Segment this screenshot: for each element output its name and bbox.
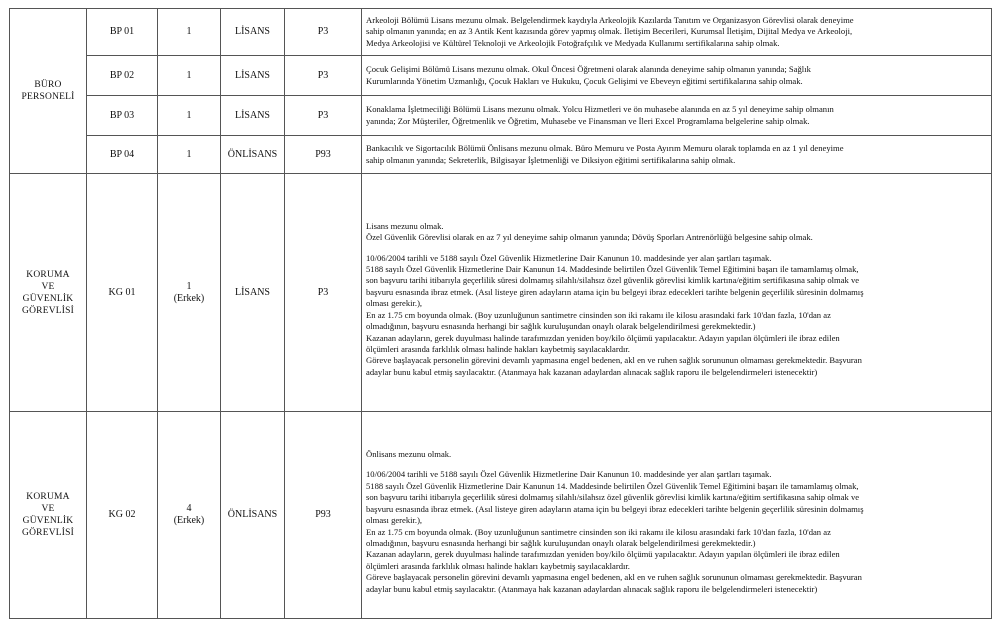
requirement-line: 5188 sayılı Özel Güvenlik Hizmetlerine Dair Kanunun 14. Maddesinde belirtilen Özel Güvenlik Temel Eğitimini başarı ile tamamlamış olmak, [366,264,859,275]
unit-line: GÜVENLİK [22,516,74,526]
kpss-score-type: P3 [285,9,362,56]
table-row [10,9,992,56]
unit-cell-koruma [10,412,87,619]
education-level: LİSANS [221,96,285,136]
position-code: BP 01 [87,9,158,56]
position-count: 1 [186,280,192,292]
position-count-cell [158,412,221,619]
requirement-line: son başvuru tarihi itibarıyla geçerlilik süresi dolmamış silahlı/silahsız özel güvenlik görevlisi kimlik kartına/eğitim sertifikasına sahip olmak ve [366,492,860,503]
position-code: BP 03 [87,96,158,136]
requirement-line: 5188 sayılı Özel Güvenlik Hizmetlerine Dair Kanunun 14. Maddesinde belirtilen Özel Güvenlik Temel Eğitimini başarı ile tamamlamış olmak, [366,480,859,491]
unit-line: KORUMA [26,492,70,502]
gender-note: (Erkek) [173,292,205,304]
requirement-line: olması gerekir.), [366,298,423,309]
requirement-line: 10/06/2004 tarihli ve 5188 sayılı Özel Güvenlik Hizmetlerine Dair Kanunun 10. maddesinde yer alan şartları taşımak. [366,469,772,480]
gender-note: (Erkek) [173,515,205,526]
requirements-cell [362,412,992,619]
requirement-line: Bankacılık ve Sigortacılık Bölümü Önlisans mezunu olmak. Büro Memuru ve Posta Ayırım Memuru olarak toplamda en az 1 yıl deneyime [366,143,844,154]
requirement-line: Konaklama İşletmeciliği Bölümü Lisans mezunu olmak. Yolcu Hizmetleri ve ön muhasebe alanında en az 5 yıl deneyime sahip olmanın [366,104,834,115]
table-row [10,174,992,412]
kpss-score-type: P3 [285,56,362,96]
requirement-line: olmadığının, başvuru esnasında herhangi bir sağlık kuruluşundan onaylı olarak belgelendirilmesi gerekmektedir.) [366,537,756,548]
education-level: ÖNLİSANS [221,412,285,619]
education-level: LİSANS [221,9,285,56]
requirement-line: Kurumlarında Yönetim Uzmanlığı, Çocuk Hakları ve Hukuku, Çocuk Gelişimi ve Ebeveyn eğitimi sertifikalarına sahip olmak. [366,75,803,86]
requirement-line: son başvuru tarihi itibarıyla geçerlilik süresi dolmamış silahlı/silahsız özel güvenlik görevlisi kimlik kartına/eğitim sertifikasına sahip olmak ve [366,275,860,286]
education-level: LİSANS [221,174,285,412]
requirement-line: ölçümleri arasında farklılık olması halinde hakları kaybetmiş sayılacaklardır. [366,560,630,571]
requirement-line: sahip olmanın yanında; en az 3 Antik Kent kazısında görev yapmış olmak. İletişim Becerileri, Kurumsal İletişim, Dijital Medya ve Arkeoloji, [366,26,853,37]
kpss-score-type: P93 [285,136,362,174]
requirement-line: 10/06/2004 tarihli ve 5188 sayılı Özel Güvenlik Hizmetlerine Dair Kanunun 10. maddesinde yer alan şartları taşımak. [366,252,772,263]
requirements-cell [362,9,992,56]
position-count-cell [158,174,221,412]
unit-line: GÖREVLİSİ [22,528,74,538]
table-row [10,96,992,136]
requirement-line: adaylar bunu kabul etmiş sayılacaktır. (Atanmaya hak kazanan adaylardan alınacak sağlık raporu ile belgelendirmeleri istenecektir) [366,583,818,594]
unit-line: PERSONELİ [21,92,75,102]
requirement-line: olmadığının, başvuru esnasında herhangi bir sağlık kuruluşundan onaylı olarak belgelendirilmesi gerekmektedir.) [366,321,756,332]
education-level: LİSANS [221,56,285,96]
position-code: BP 04 [87,136,158,174]
position-count: 4 [186,503,192,514]
positions-table [9,8,992,619]
requirement-line: başvuru esnasında ibraz etmek. (Asıl listeye giren adayların atama için bu belgeyi ibraz edecekleri tarihte belgenin geçerlilik süresinin dolmamış [366,286,864,297]
table-row [10,412,992,619]
requirement-line: adaylar bunu kabul etmiş sayılacaktır. (Atanmaya hak kazanan adaylardan alınacak sağlık raporu ile belgelendirmeleri istenecektir) [366,366,818,377]
requirement-line: Çocuk Gelişimi Bölümü Lisans mezunu olmak. Okul Öncesi Öğretmeni olarak alanında deneyime sahip olmanın yanında; Sağlık [366,64,811,75]
requirement-line: En az 1.75 cm boyunda olmak. (Boy uzunluğunun santimetre cinsinden son iki rakamı ile kilosu arasındaki fark 10'dan fazla, 10'dan az [366,309,831,320]
position-count: 1 [158,9,221,56]
requirements-cell [362,136,992,174]
requirement-line: olması gerekir.), [366,515,423,526]
position-count: 1 [158,56,221,96]
position-code: BP 02 [87,56,158,96]
requirement-line: Kazanan adayların, gerek duyulması halinde tarafımızdan yeniden boy/kilo ölçümü yapılacaktır. Adayın yapılan ölçümleri ile ibraz edilen [366,549,840,560]
requirements-cell [362,174,992,412]
requirement-line: Lisans mezunu olmak. [366,220,444,231]
unit-line: GÜVENLİK [22,293,74,304]
requirement-line: ölçümleri arasında farklılık olması halinde hakları kaybetmiş sayılacaklardır. [366,343,630,354]
requirement-line: Medya Arkeolojisi ve Kültürel Teknoloji ve Arkeolojik Fotoğrafçılık ve Medyada Kullanımı sertifikalarına sahip olmak. [366,37,780,48]
unit-cell-buro [10,9,87,174]
kpss-score-type: P3 [285,174,362,412]
requirement-line: Göreve başlayacak personelin görevini devamlı yapmasına engel bedenen, akl en ve ruhen sağlık sorununun olmaması gerekmektedir. Başvuran [366,572,862,583]
unit-line: BÜRO [34,80,62,90]
requirement-line: Arkeoloji Bölümü Lisans mezunu olmak. Belgelendirmek kaydıyla Arkeolojik Kazılarda Tanıtım ve Organizasyon Görevlisi olarak deneyime [366,14,854,25]
requirement-line: başvuru esnasında ibraz etmek. (Asıl listeye giren adayların atama için bu belgeyi ibraz edecekleri tarihte belgenin geçerlilik süresinin dolmamış [366,503,864,514]
requirement-line: Özel Güvenlik Görevlisi olarak en az 7 yıl deneyime sahip olmanın yanında; Dövüş Sporları Antrenörlüğü belgesine sahip olmak. [366,232,813,243]
unit-line: VE [41,504,55,514]
requirement-line: Önlisans mezunu olmak. [366,449,452,460]
unit-cell-koruma [10,174,87,412]
position-code: KG 01 [87,174,158,412]
requirement-line: sahip olmanın yanında; Sekreterlik, Bilgisayar İşletmenliği ve Diksiyon eğitimi sertifikalarına sahip olmak. [366,154,736,165]
unit-line: GÖREVLİSİ [22,305,74,316]
kpss-score-type: P3 [285,96,362,136]
position-count: 1 [158,136,221,174]
education-level: ÖNLİSANS [221,136,285,174]
requirement-line: Göreve başlayacak personelin görevini devamlı yapmasına engel bedenen, akl en ve ruhen sağlık sorununun olmaması gerekmektedir. Başvuran [366,355,862,366]
kpss-score-type: P93 [285,412,362,619]
requirements-cell [362,96,992,136]
position-code: KG 02 [87,412,158,619]
position-count: 1 [158,96,221,136]
requirement-line: Kazanan adayların, gerek duyulması halinde tarafımızdan yeniden boy/kilo ölçümü yapılacaktır. Adayın yapılan ölçümleri ile ibraz edilen [366,332,840,343]
table-row [10,56,992,96]
unit-line: VE [41,281,55,292]
requirement-line: En az 1.75 cm boyunda olmak. (Boy uzunluğunun santimetre cinsinden son iki rakamı ile kilosu arasındaki fark 10'dan fazla, 10'dan az [366,526,831,537]
unit-line: KORUMA [26,269,70,280]
requirements-cell [362,56,992,96]
table-row [10,136,992,174]
requirement-line: yanında; Zor Müşteriler, Öğretmenlik ve Öğretim, Muhasebe ve Finansman ve İleri Excel Programlama belgelerine sahip olmak. [366,115,810,126]
